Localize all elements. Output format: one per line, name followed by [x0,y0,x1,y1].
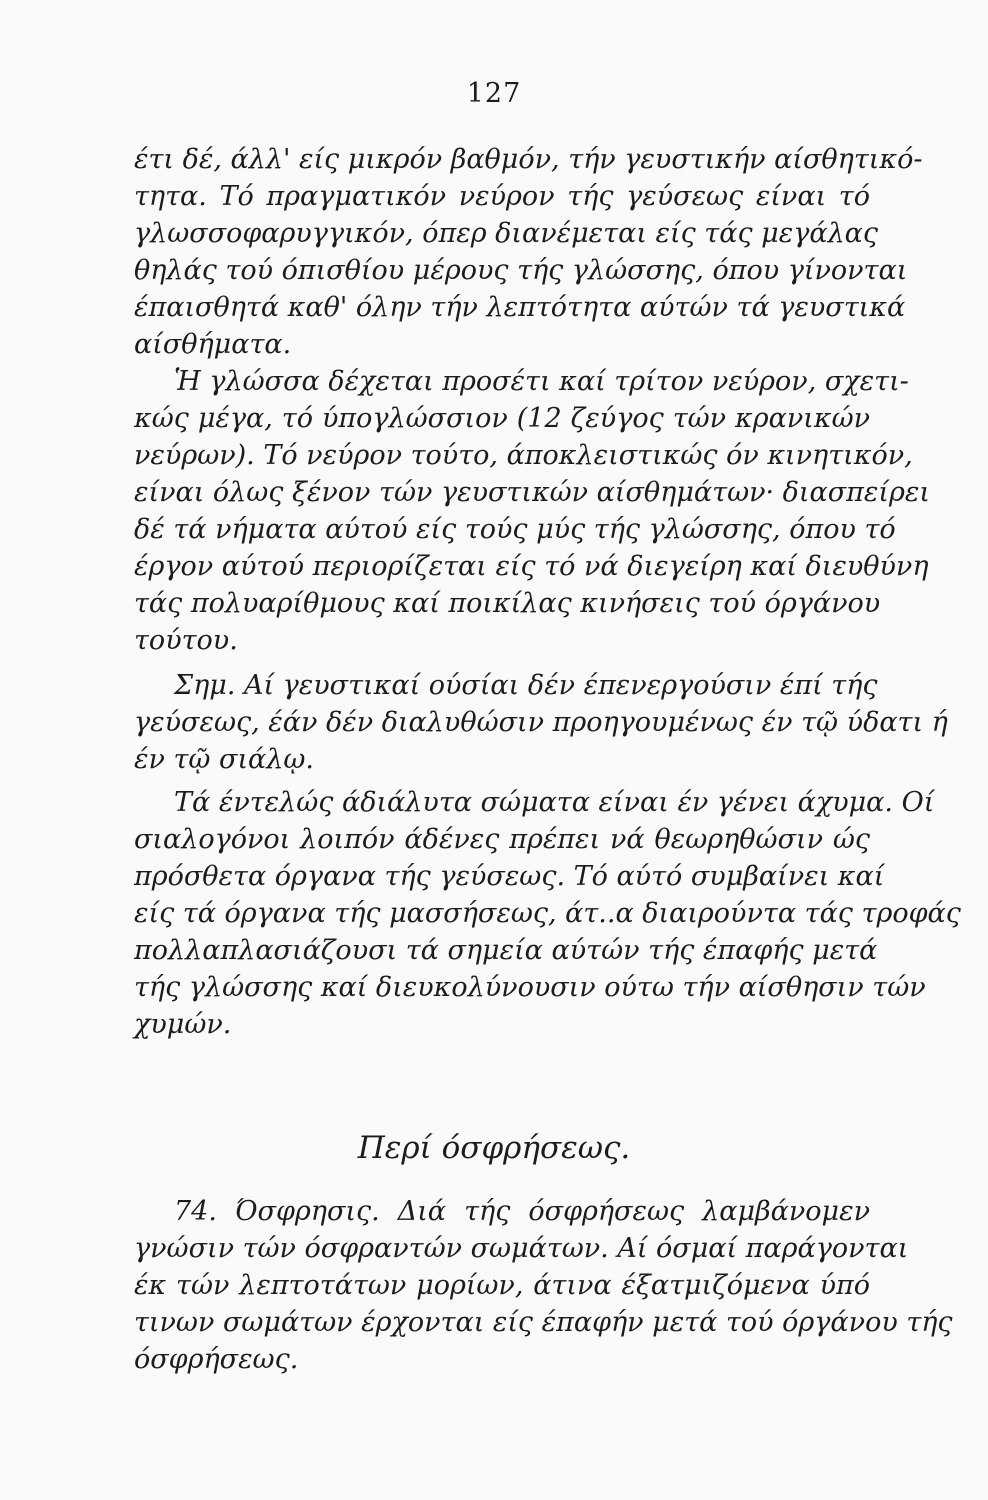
text-line: χυμών. [134,1009,232,1040]
text-line: έπαισθητά καθ' όλην τήν λεπτότητα αύτών τά γευστικά [134,292,906,323]
text-line: είς τά όργανα τής μασσήσεως, άτ..α διαιρούντα τάς τροφάς [134,898,961,929]
page-number: 127 [466,78,522,109]
text-line: Τά έντελώς άδιάλυτα σώματα είναι έν γένει άχυμα. Οί [174,787,935,818]
text-line: έτι δέ, άλλ' είς μικρόν βαθμόν, τήν γευστικήν αίσθητικό- [134,144,923,175]
text-line: τητα. Τό πραγματικόν νεύρον τής γεύσεως είναι τό [134,181,870,212]
text-line: σιαλογόνοι λοιπόν άδένες πρέπει νά θεωρηθώσιν ώς [134,824,870,855]
text-line: είναι όλως ξένον τών γευστικών αίσθημάτων· διασπείρει [134,477,930,508]
text-line: θηλάς τού όπισθίου μέρους τής γλώσσης, όπου γίνονται [134,255,908,286]
text-line: γνώσιν τών όσφραντών σωμάτων. Αί όσμαί παράγονται [134,1233,909,1264]
text-line: τούτου. [134,625,238,656]
text-line: γεύσεως, έάν δέν διαλυθώσιν προηγουμένως έν τῷ ύδατι ή [134,707,948,738]
section-heading: Περί όσφρήσεως. [357,1130,631,1166]
text-line: 74. Όσφρησις. Διά τής όσφρήσεως λαμβάνομεν [174,1196,870,1227]
text-line: νεύρων). Τό νεύρον τούτο, άποκλειστικώς όν κινητικόν, [134,440,913,471]
text-line: Σημ. Αί γευστικαί ούσίαι δέν έπενεργούσιν έπί τής [174,670,878,701]
text-line: γλωσσοφαρυγγικόν, όπερ διανέμεται είς τάς μεγάλας [134,218,879,249]
text-line: Ἡ γλώσσα δέχεται προσέτι καί τρίτον νεύρον, σχετι- [174,366,909,397]
text-line: τής γλώσσης καί διευκολύνουσιν ούτω τήν αίσθησιν τών [134,972,926,1003]
text-line: δέ τά νήματα αύτού είς τούς μύς τής γλώσσης, όπου τό [134,514,896,545]
text-line: τάς πολυαρίθμους καί ποικίλας κινήσεις τού όργάνου [134,588,881,619]
text-line: έργον αύτού περιορίζεται είς τό νά διεγείρη καί διευθύνη [134,551,929,582]
text-line: τινων σωμάτων έρχονται είς έπαφήν μετά τού όργάνου τής [134,1307,953,1338]
text-line: έκ τών λεπτοτάτων μορίων, άτινα έξατμιζόμενα ύπό [134,1270,870,1301]
text-line: πρόσθετα όργανα τής γεύσεως. Τό αύτό συμβαίνει καί [134,861,885,892]
text-line: κώς μέγα, τό ύπογλώσσιον (12 ζεύγος τών κρανικών [134,403,870,434]
text-line: πολλαπλασιάζουσι τά σημεία αύτών τής έπαφής μετά [134,935,878,966]
text-line: έν τῷ σιάλῳ. [134,744,314,775]
text-line: αίσθήματα. [134,329,292,360]
text-line: όσφρήσεως. [134,1344,299,1375]
